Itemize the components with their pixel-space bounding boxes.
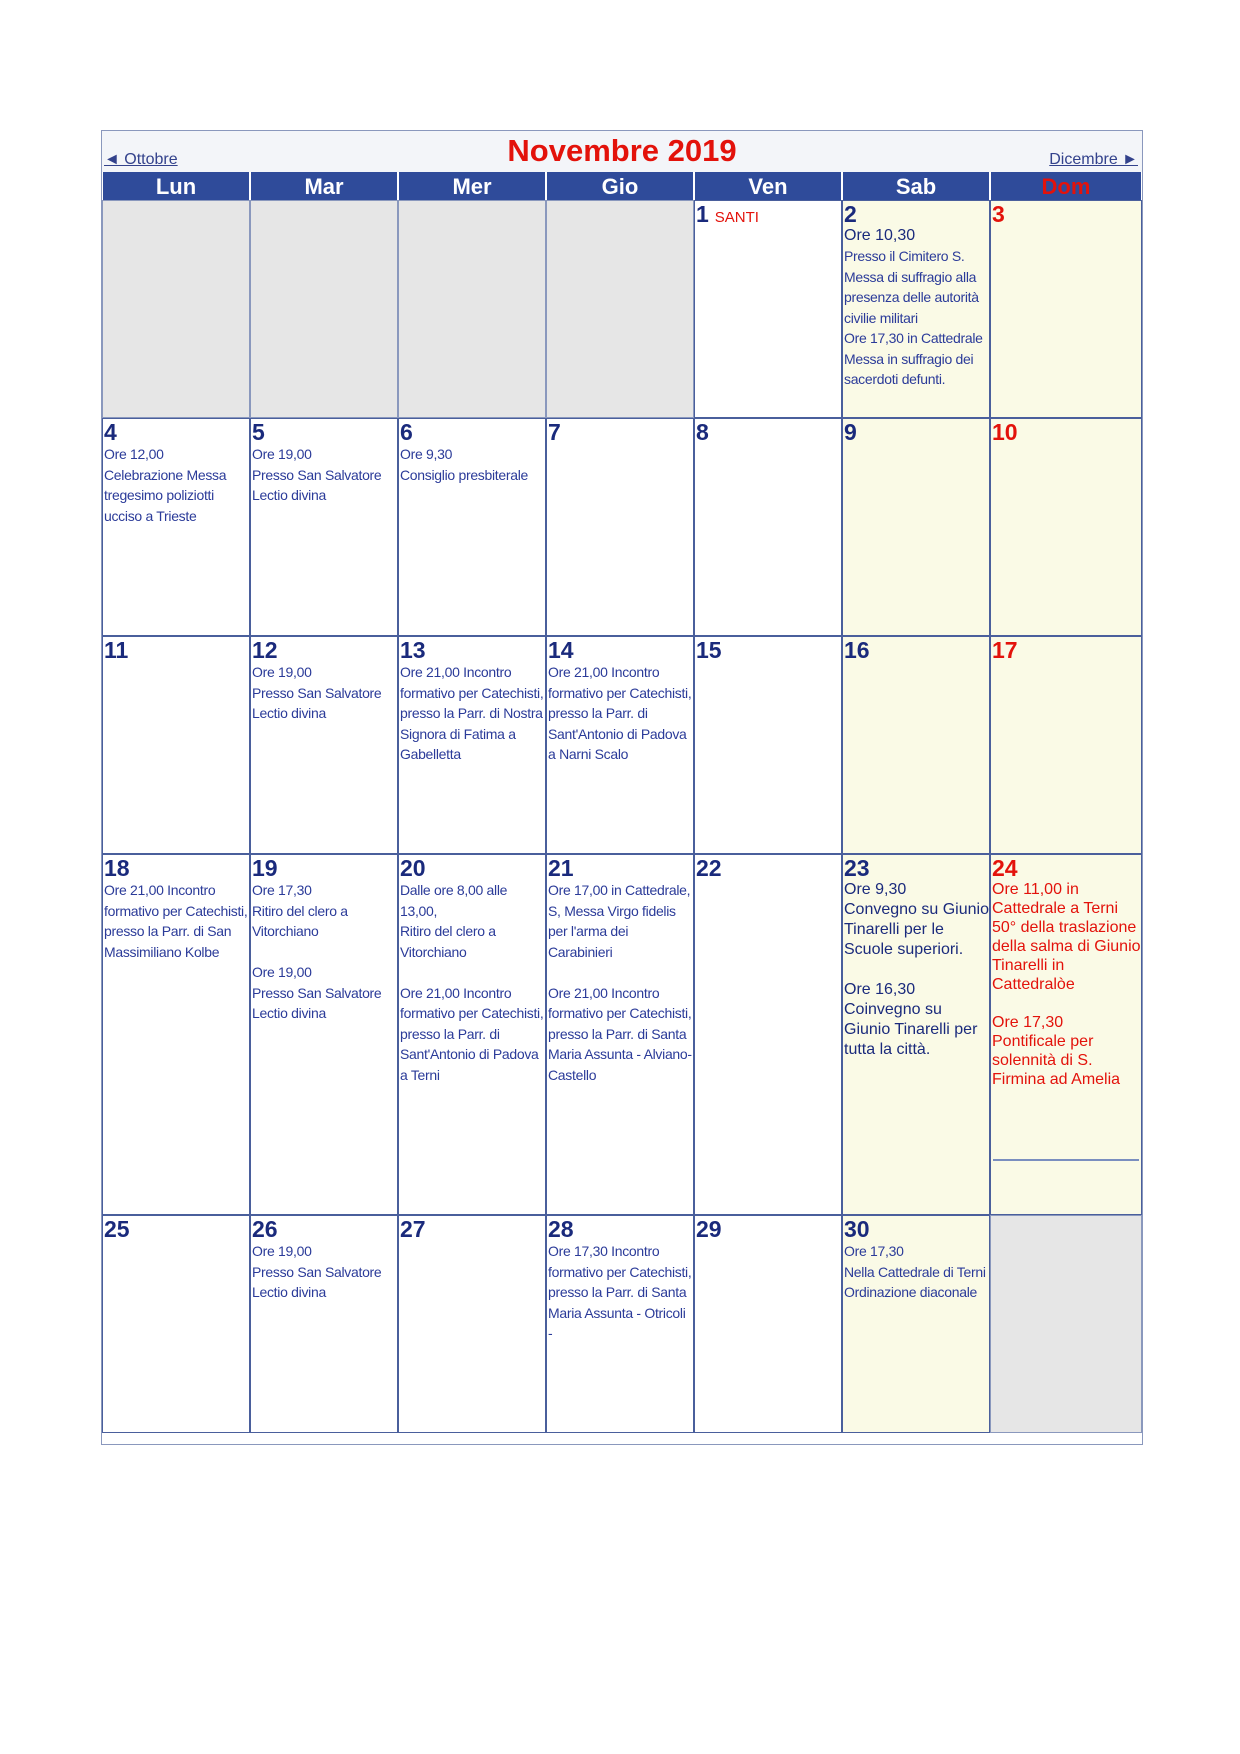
day-number-text: 26 xyxy=(252,1216,278,1242)
event-text: Ore 21,00 Incontro formativo per Catechisti, presso la Parr. di Nostra Signora di Fatima a Gabelletta xyxy=(400,664,544,762)
event-text: Ore 17,30 Ritiro del clero a Vitorchiano Ore 19,00 Presso San Salvatore Lectio divina xyxy=(252,882,382,1021)
day-cell-15[interactable] xyxy=(694,636,842,854)
day-cell-20[interactable] xyxy=(398,854,546,1215)
event-text: Ore 17,30 Incontro formativo per Catechisti, presso la Parr. di Santa Maria Assunta - Otricoli - xyxy=(548,1243,692,1341)
day-number xyxy=(251,419,397,444)
day-number xyxy=(991,637,1141,662)
day-cell-3[interactable] xyxy=(990,200,1142,418)
day-number-text: 4 xyxy=(104,419,117,445)
day-number-text: 11 xyxy=(104,637,129,663)
day-cell-12[interactable] xyxy=(250,636,398,854)
event-text: Ore 19,00 Presso San Salvatore Lectio divina xyxy=(252,664,382,721)
day-cell-27[interactable] xyxy=(398,1215,546,1433)
day-number xyxy=(843,419,989,444)
day-cell-13[interactable] xyxy=(398,636,546,854)
day-cell-24[interactable] xyxy=(990,854,1142,1215)
event-text: Ore 11,00 in Cattedrale a Terni 50° della traslazione della salma di Giunio Tinarelli in Cattedralòe Ore 17,30 Pontificale per solennità di S. Firmina ad Amelia xyxy=(992,881,1141,1088)
day-number xyxy=(695,419,841,444)
weekday-header-row xyxy=(102,172,1142,200)
event-text: Ore 19,00 Presso San Salvatore Lectio divina xyxy=(252,1243,382,1300)
day-number-text: 3 xyxy=(992,201,1005,227)
day-cell-6[interactable] xyxy=(398,418,546,636)
day-cell-17[interactable] xyxy=(990,636,1142,854)
day-number-text: 30 xyxy=(844,1216,870,1242)
weekday-header-dom: Dom xyxy=(991,172,1141,200)
day-number xyxy=(103,1216,249,1241)
day-number-text: 15 xyxy=(696,637,722,663)
day-cell-2[interactable] xyxy=(842,200,990,418)
day-number xyxy=(251,1216,397,1241)
next-month-link[interactable]: Dicembre ► xyxy=(1049,151,1138,168)
day-number-text: 27 xyxy=(400,1216,426,1242)
day-cell-10[interactable] xyxy=(990,418,1142,636)
day-cell-22[interactable] xyxy=(694,854,842,1215)
day-number-text: 12 xyxy=(252,637,278,663)
day-cell-18[interactable] xyxy=(102,854,250,1215)
day-number xyxy=(843,1216,989,1241)
empty-day-cell xyxy=(102,200,250,418)
day-number xyxy=(547,637,693,662)
day-number-text: 18 xyxy=(104,855,130,881)
event-text: Ore 17,30 Nella Cattedrale di Terni Ordinazione diaconale xyxy=(844,1243,986,1300)
day-number-text: 13 xyxy=(400,637,426,663)
event-text: Ore 19,00 Presso San Salvatore Lectio divina xyxy=(252,446,382,503)
day-number xyxy=(695,855,841,880)
event-text: Presso il Cimitero S. Messa di suffragio alla presenza delle autorità civilie militari Ore 17,30 in Cattedrale Messa in suffragio dei sacerdoti defunti. xyxy=(844,248,983,387)
weekday-header-ven: Ven xyxy=(695,172,841,200)
event-text: Ore 21,00 Incontro formativo per Catechisti, presso la Parr. di Sant'Antonio di Padova a Narni Scalo xyxy=(548,664,692,762)
day-number-text: 1 xyxy=(696,201,709,227)
day-number xyxy=(103,419,249,444)
day-number xyxy=(547,855,693,880)
day-number-text: 5 xyxy=(252,419,265,445)
weekday-header-gio: Gio xyxy=(547,172,693,200)
day-number xyxy=(103,855,249,880)
weekday-header-mar: Mar xyxy=(251,172,397,200)
event-text: Dalle ore 8,00 alle 13,00, Ritiro del clero a Vitorchiano Ore 21,00 Incontro formativo per Catechisti, presso la Parr. di Sant'Antonio di Padova a Terni xyxy=(400,882,544,1083)
day-number-text: 21 xyxy=(548,855,574,881)
day-cell-11[interactable] xyxy=(102,636,250,854)
day-number-text: 20 xyxy=(400,855,426,881)
day-number xyxy=(991,855,1141,880)
day-number xyxy=(547,1216,693,1241)
empty-day-cell xyxy=(250,200,398,418)
day-number xyxy=(103,637,249,662)
day-number-text: 17 xyxy=(992,637,1018,663)
event-text: Ore 17,00 in Cattedrale, S, Messa Virgo fidelis per l'arma dei Carabinieri Ore 21,00 Incontro formativo per Catechisti, presso la Parr. di Santa Maria Assunta - Alviano-Castello xyxy=(548,882,692,1083)
day-cell-9[interactable] xyxy=(842,418,990,636)
day-number xyxy=(843,201,989,226)
empty-day-cell xyxy=(546,200,694,418)
day-number xyxy=(695,637,841,662)
month-title: Novembre 2019 xyxy=(507,133,737,168)
day-number-text: 6 xyxy=(400,419,413,445)
day-number xyxy=(843,637,989,662)
day-cell-8[interactable] xyxy=(694,418,842,636)
calendar-grid xyxy=(102,200,1142,1445)
day-number-text: 9 xyxy=(844,419,857,445)
day-number xyxy=(843,855,989,880)
day-cell-16[interactable] xyxy=(842,636,990,854)
empty-day-cell xyxy=(398,200,546,418)
day-number-text: 19 xyxy=(252,855,278,881)
day-number xyxy=(991,201,1141,226)
day-number-text: 24 xyxy=(992,855,1018,881)
cell-separator-line xyxy=(993,1159,1139,1161)
event-text: Ore 21,00 Incontro formativo per Catechisti, presso la Parr. di San Massimiliano Kolbe xyxy=(104,882,248,960)
weekday-header-sab: Sab xyxy=(843,172,989,200)
day-cell-19[interactable] xyxy=(250,854,398,1215)
day-number xyxy=(251,855,397,880)
day-cell-25[interactable] xyxy=(102,1215,250,1433)
day-number-text: 8 xyxy=(696,419,709,445)
day-cell-4[interactable] xyxy=(102,418,250,636)
event-text: Ore 9,30 Consiglio presbiterale xyxy=(400,446,529,483)
calendar-header xyxy=(102,131,1142,172)
day-cell-21[interactable] xyxy=(546,854,694,1215)
day-number xyxy=(399,1216,545,1241)
day-number-text: 23 xyxy=(844,855,870,881)
weekday-header-mer: Mer xyxy=(399,172,545,200)
event-text: Ore 12,00 Celebrazione Messa tregesimo poliziotti ucciso a Trieste xyxy=(104,446,227,524)
day-number xyxy=(695,1216,841,1241)
empty-day-cell xyxy=(990,1215,1142,1433)
day-number xyxy=(399,419,545,444)
day-cell-1[interactable] xyxy=(694,200,842,418)
day-number xyxy=(399,637,545,662)
day-number-text: 7 xyxy=(548,419,561,445)
day-cell-28[interactable] xyxy=(546,1215,694,1433)
prev-month-link[interactable]: ◄ Ottobre xyxy=(104,151,178,168)
event-text: Ore 10,30 xyxy=(844,227,916,244)
event-text: Ore 9,30 Convegno su Giunio Tinarelli per le Scuole superiori. Ore 16,30 Coinvegno su Giunio Tinarelli per tutta la città. xyxy=(844,881,989,1058)
day-number-text: 29 xyxy=(696,1216,722,1242)
day-number-text: 14 xyxy=(548,637,574,663)
day-number xyxy=(251,637,397,662)
day-number-text: 2 xyxy=(844,201,857,227)
day-number xyxy=(991,419,1141,444)
day-cell-7[interactable] xyxy=(546,418,694,636)
day-number xyxy=(547,419,693,444)
day-cell-30[interactable] xyxy=(842,1215,990,1433)
holiday-label: SANTI xyxy=(714,209,759,226)
day-number-text: 22 xyxy=(696,855,722,881)
day-number-text: 16 xyxy=(844,637,870,663)
day-number-text: 28 xyxy=(548,1216,574,1242)
day-cell-29[interactable] xyxy=(694,1215,842,1433)
day-number xyxy=(399,855,545,880)
day-number-text: 25 xyxy=(104,1216,130,1242)
weekday-header-lun: Lun xyxy=(103,172,249,200)
calendar xyxy=(101,130,1143,1445)
day-cell-23[interactable] xyxy=(842,854,990,1215)
day-number xyxy=(695,201,841,229)
day-cell-5[interactable] xyxy=(250,418,398,636)
day-cell-26[interactable] xyxy=(250,1215,398,1433)
day-cell-14[interactable] xyxy=(546,636,694,854)
day-number-text: 10 xyxy=(992,419,1018,445)
